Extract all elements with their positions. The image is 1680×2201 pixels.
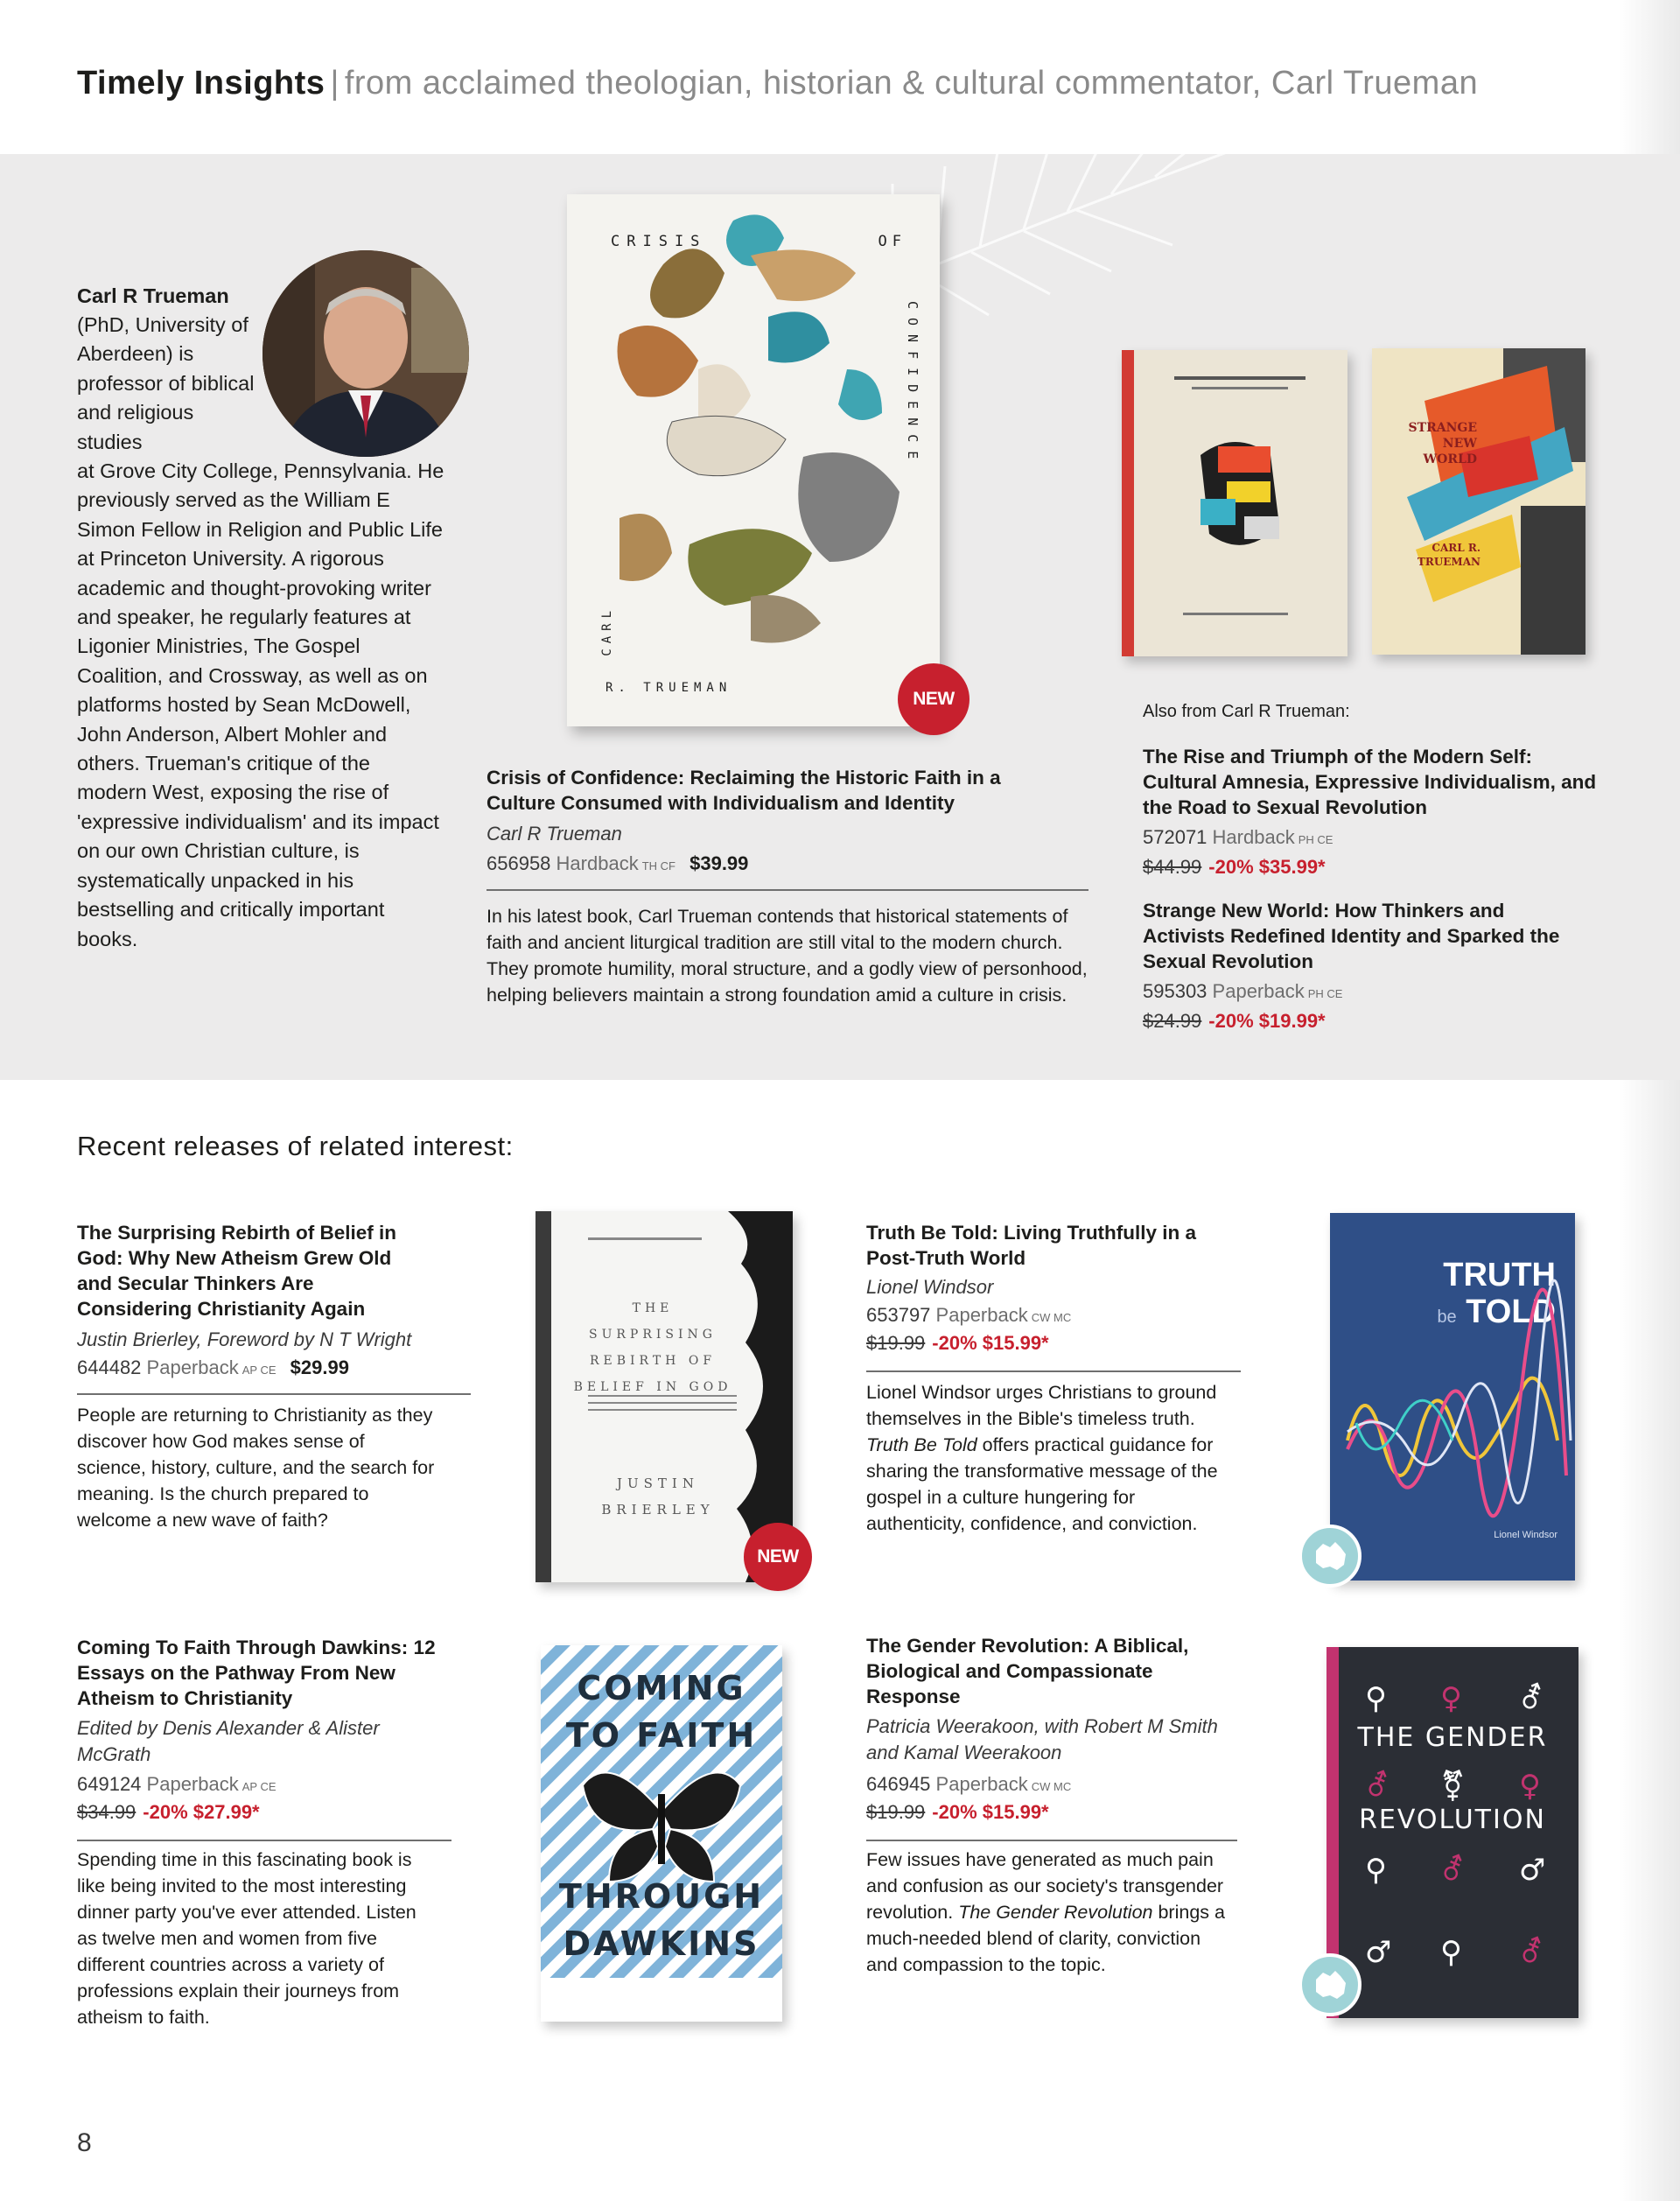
svg-text:♀: ♀	[1440, 1681, 1462, 1716]
svg-text:⚲: ⚲	[1365, 1681, 1387, 1716]
gender-sale-price: -20% $15.99*	[932, 1801, 1049, 1823]
gender-title[interactable]: The Gender Revolution: A Biblical, Biological and Compassionate Response	[866, 1635, 1189, 1707]
coming-cover-line-1: COMING	[577, 1669, 746, 1707]
truth-description	[866, 1379, 1234, 1537]
coming-old-price: $34.99	[77, 1801, 136, 1823]
header-subtitle: from acclaimed theologian, historian & cultural commentator, Carl Trueman	[344, 65, 1479, 102]
featured-title[interactable]: Crisis of Confidence: Reclaiming the Historic Faith in a Culture Consumed with Individualism and Identity	[486, 767, 1001, 814]
gender-description-pre: Few issues have generated as much pain and confusion as our society's transgender revolution.	[866, 1849, 1224, 1923]
australia-map-icon	[1311, 1539, 1349, 1574]
cover-title-crisis: CRISIS	[611, 233, 707, 250]
rise-meta	[1143, 824, 1333, 853]
truth-title[interactable]: Truth Be Told: Living Truthfully in a Post-Truth World	[866, 1222, 1197, 1269]
gender-author: Patricia Weerakoon, with Robert M Smith and Kamal Weerakoon	[866, 1715, 1218, 1763]
strange-cover-title: STRANGE NEW WORLD	[1408, 421, 1477, 466]
new-badge: NEW	[898, 663, 970, 735]
rise-and-triumph-cover[interactable]	[1122, 350, 1348, 656]
truth-sku: 653797	[866, 1304, 931, 1326]
coming-title[interactable]: Coming To Faith Through Dawkins: 12 Essays on the Pathway From New Atheism to Christianity	[77, 1637, 436, 1709]
strange-format: Paperback	[1212, 980, 1305, 1002]
australia-map-icon-2	[1311, 1967, 1349, 2002]
truth-meta	[866, 1302, 1071, 1331]
svg-text:♂: ♂	[1519, 1853, 1546, 1888]
author-bio	[77, 282, 444, 311]
page-header	[77, 65, 1478, 102]
cover-author-name: R. TRUEMAN	[606, 681, 732, 695]
rebirth-divider	[77, 1393, 471, 1395]
author-bio-upper	[77, 311, 256, 457]
truth-cover-title-2: TOLD	[1466, 1293, 1556, 1330]
coming-to-faith-cover[interactable]	[541, 1645, 782, 2022]
featured-format: Hardback	[556, 852, 639, 874]
rebirth-codes: AP CE	[242, 1363, 276, 1377]
truth-author: Lionel Windsor	[866, 1276, 994, 1298]
coming-sku: 649124	[77, 1773, 142, 1795]
cover-title-confidence: CONFIDENCE	[905, 301, 920, 468]
gender-divider	[866, 1840, 1237, 1841]
rebirth-sku: 644482	[77, 1356, 142, 1378]
coming-format: Paperback	[146, 1773, 239, 1795]
strange-title[interactable]: Strange New World: How Thinkers and Activists Redefined Identity and Sparked the Sexual Revolution	[1143, 900, 1560, 972]
gender-sku: 646945	[866, 1773, 931, 1795]
strange-cover-author: CARL R. TRUEMAN	[1417, 542, 1480, 568]
truth-format: Paperback	[935, 1304, 1028, 1326]
truth-be-told-cover[interactable]	[1330, 1213, 1575, 1581]
svg-text:⚦: ⚦	[1519, 1681, 1544, 1716]
truth-pricing	[866, 1330, 1049, 1356]
featured-codes: TH CF	[641, 859, 676, 873]
strange-pricing	[1143, 1008, 1326, 1034]
truth-codes: CW MC	[1031, 1311, 1072, 1324]
coming-sale-price: -20% $27.99*	[143, 1801, 260, 1823]
gender-revolution-cover[interactable]	[1326, 1647, 1578, 2018]
rebirth-description: People are returning to Christianity as they discover how God makes sense of science, history, culture, and the search for meaning. Is the church prepared to welcome a new wave of faith?	[77, 1405, 435, 1531]
rise-format: Hardback	[1212, 826, 1295, 848]
gender-description	[866, 1847, 1234, 1978]
coming-divider	[77, 1840, 452, 1841]
truth-description-pre: Lionel Windsor urges Christians to ground themselves in the Bible's timeless truth.	[866, 1382, 1217, 1429]
also-from-label: Also from Carl R Trueman:	[1143, 702, 1350, 721]
rise-pricing	[1143, 854, 1326, 880]
australia-badge-2	[1298, 1953, 1362, 2016]
cover-author-first: CARL	[600, 606, 614, 656]
coming-description: Spending time in this fascinating book is like being invited to the most interesting dinner party you've ever attended. Listen as twelve men and women from five different countries across a variety of professions explain their journeys from atheism to faith.	[77, 1849, 416, 2028]
rebirth-cover-title: THE SURPRISING REBIRTH OF BELIEF IN GOD	[573, 1301, 732, 1394]
featured-price: $39.99	[690, 852, 749, 874]
truth-cover-author: Lionel Windsor	[1494, 1530, 1558, 1540]
rebirth-cover[interactable]	[536, 1211, 793, 1582]
gender-description-post: brings a much-needed blend of clarity, conviction and compassion to the topic.	[866, 1902, 1225, 1975]
gender-meta	[866, 1771, 1071, 1800]
rise-old-price: $44.99	[1143, 856, 1202, 878]
gender-codes: CW MC	[1031, 1780, 1072, 1793]
rise-sku: 572071	[1143, 826, 1208, 848]
rebirth-cover-author: JUSTIN BRIERLEY	[601, 1476, 715, 1518]
author-bio-lower-text: at Grove City College, Pennsylvania. He previously served as the William E Simon Fellow in Religion and Public Life at Princeton University. A rigorous academic and thought-provoking writer and speaker, he regularly features at Ligonier Ministries, The Gospel Coalition, and Crossway, as well as on platforms hosted by Sean McDowell, John Anderson, Albert Mohler and others. Trueman's critique of the modern West, exposing the rise of 'expressive individualism' and its impact on our own Christian culture, is systematically unpacked in his bestselling and critically important books.	[77, 459, 444, 950]
featured-description: In his latest book, Carl Trueman contends that historical statements of faith and ancient liturgical tradition are still vital to the modern church. They promote humility, moral structure, and a godly view of personhood, helping believers maintain a strong foundation amid a culture in crisis.	[486, 906, 1088, 1006]
coming-cover-title-top	[541, 1665, 782, 1759]
coming-meta	[77, 1771, 276, 1800]
strange-old-price: $24.99	[1143, 1010, 1202, 1032]
coming-cover-line-3: THROUGH	[558, 1877, 765, 1916]
gender-cover-line-2: REVOLUTION	[1359, 1805, 1546, 1835]
rise-title[interactable]: The Rise and Triumph of the Modern Self: Cultural Amnesia, Expressive Individualism, and the Road to Sexual Revolution	[1143, 746, 1597, 818]
header-title-bold: Timely Insights	[77, 65, 326, 102]
gender-format: Paperback	[935, 1773, 1028, 1795]
rebirth-price: $29.99	[290, 1356, 349, 1378]
truth-cover-title-be: be	[1437, 1307, 1457, 1327]
gender-description-em: The Gender Revolution	[958, 1902, 1153, 1923]
strange-codes: PH CE	[1307, 987, 1343, 1000]
svg-text:⚦: ⚦	[1365, 1769, 1390, 1804]
page-number: 8	[77, 2128, 92, 2157]
rebirth-meta	[77, 1355, 349, 1384]
svg-text:⚲: ⚲	[1440, 1935, 1462, 1970]
featured-author: Carl R Trueman	[486, 823, 622, 845]
svg-text:⚲: ⚲	[1365, 1853, 1387, 1888]
gender-cover-line-1: THE GENDER	[1357, 1722, 1548, 1753]
crisis-of-confidence-cover[interactable]	[567, 194, 940, 726]
rebirth-new-badge: NEW	[744, 1523, 812, 1591]
svg-text:⚦: ⚦	[1519, 1935, 1544, 1970]
svg-text:♂: ♂	[1365, 1935, 1392, 1970]
author-bio-lower	[77, 457, 444, 954]
truth-description-post: offers practical guidance for sharing the transformative message of the gospel in a culture hungering for authenticity, confidence, and conviction.	[866, 1434, 1218, 1534]
featured-meta	[486, 851, 748, 880]
svg-text:⚧: ⚧	[1440, 1769, 1466, 1804]
gender-old-price: $19.99	[866, 1801, 926, 1823]
truth-sale-price: -20% $15.99*	[932, 1332, 1049, 1354]
rebirth-title[interactable]: The Surprising Rebirth of Belief in God: Why New Atheism Grew Old and Secular Thinkers Are Considering Christianity Again	[77, 1222, 397, 1320]
strange-sale-price: -20% $19.99*	[1208, 1010, 1326, 1032]
strange-new-world-cover[interactable]	[1372, 348, 1586, 655]
strange-meta	[1143, 978, 1342, 1007]
australia-badge	[1298, 1525, 1362, 1588]
recent-releases-heading: Recent releases of related interest:	[77, 1131, 514, 1161]
coming-cover-line-2: TO FAITH	[565, 1716, 758, 1755]
rebirth-format: Paperback	[146, 1356, 239, 1378]
strange-sku: 595303	[1143, 980, 1208, 1002]
coming-cover-line-4: DAWKINS	[563, 1924, 760, 1963]
featured-sku: 656958	[486, 852, 551, 874]
truth-cover-title-1: TRUTH	[1443, 1257, 1556, 1293]
rise-cover-art	[1122, 350, 1348, 656]
svg-text:♀: ♀	[1519, 1769, 1541, 1804]
strange-cover-art	[1372, 348, 1586, 655]
truth-divider	[866, 1370, 1241, 1372]
truth-cover-waves	[1330, 1213, 1575, 1581]
truth-description-em: Truth Be Told	[866, 1434, 977, 1455]
featured-divider	[486, 889, 1088, 891]
cover-title-of: OF	[878, 233, 906, 250]
coming-pricing	[77, 1799, 260, 1826]
rebirth-author: Justin Brierley, Foreword by N T Wright	[77, 1328, 412, 1350]
author-name: Carl R Trueman	[77, 284, 229, 307]
coming-codes: AP CE	[242, 1780, 276, 1793]
gender-pricing	[866, 1799, 1049, 1826]
author-bio-upper-text: (PhD, University of Aberdeen) is professor of biblical and religious studies	[77, 313, 255, 453]
coming-cover-title-bottom	[541, 1873, 782, 1967]
coming-author: Edited by Denis Alexander & Alister McGrath	[77, 1717, 380, 1765]
svg-text:⚦: ⚦	[1440, 1853, 1466, 1888]
header-separator: |	[330, 65, 340, 102]
rise-sale-price: -20% $35.99*	[1208, 856, 1326, 878]
cover-collage-art	[567, 194, 940, 726]
rise-codes: PH CE	[1298, 833, 1334, 846]
truth-old-price: $19.99	[866, 1332, 926, 1354]
